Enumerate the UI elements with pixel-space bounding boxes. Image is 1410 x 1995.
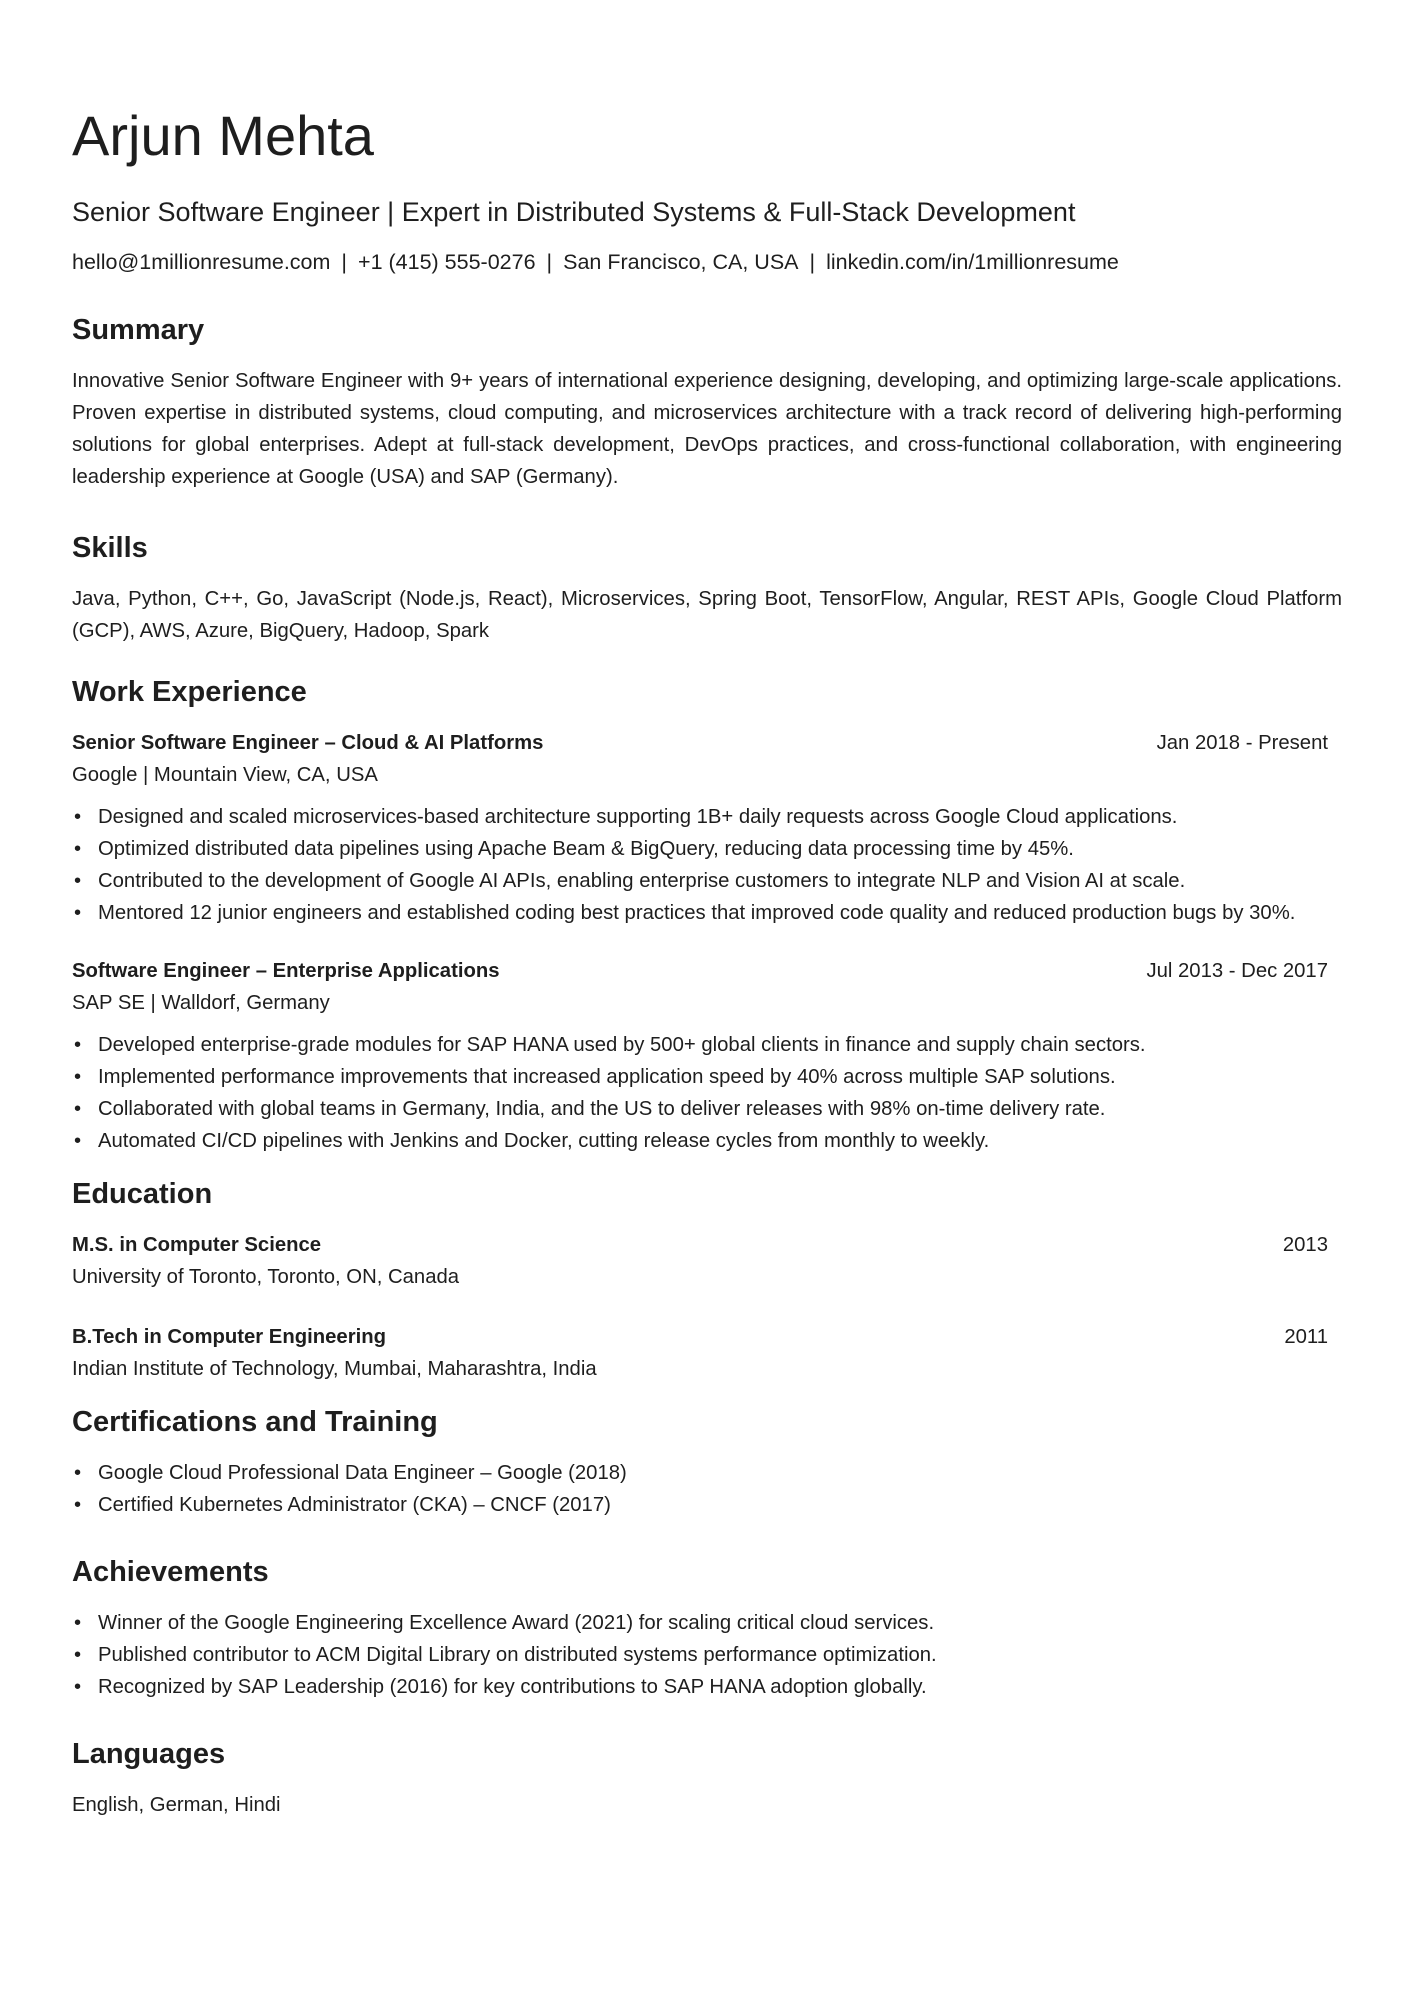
bullet-icon: •	[74, 838, 82, 861]
bullet-icon: •	[74, 1461, 82, 1484]
job-bullet-text: Contributed to the development of Google AI APIs, enabling enterprise customers to integrate NLP and Vision AI at scale.	[98, 870, 1186, 893]
certification-item	[72, 1489, 1342, 1521]
job-header	[72, 955, 1328, 987]
skills-section	[72, 532, 1342, 647]
job-title: Software Engineer – Enterprise Applications	[72, 960, 500, 983]
achievement-text: Recognized by SAP Leadership (2016) for key contributions to SAP HANA adoption globally.	[98, 1675, 927, 1698]
certification-list	[72, 1457, 1342, 1521]
job-company: SAP SE | Walldorf, Germany	[72, 992, 330, 1015]
degree-title: B.Tech in Computer Engineering	[72, 1326, 387, 1349]
job-title: Senior Software Engineer – Cloud & AI Platforms	[72, 732, 544, 755]
candidate-subtitle: Senior Software Engineer | Expert in Distributed Systems & Full-Stack Development	[72, 197, 1076, 227]
job-dates: Jul 2013 - Dec 2017	[1146, 960, 1328, 983]
job-entry	[72, 955, 1338, 1157]
job-bullet	[72, 1029, 1342, 1061]
bullet-icon: •	[74, 1066, 82, 1089]
job-bullet-text: Collaborated with global teams in Germany, India, and the US to deliver releases with 98% on-time delivery rate.	[98, 1098, 1106, 1121]
job-bullet	[72, 833, 1342, 865]
job-bullet-text: Automated CI/CD pipelines with Jenkins and Docker, cutting release cycles from monthly to weekly.	[98, 1130, 990, 1153]
school-name: Indian Institute of Technology, Mumbai, Maharashtra, India	[72, 1358, 597, 1381]
job-bullet-text: Optimized distributed data pipelines using Apache Beam & BigQuery, reducing data processing time by 45%.	[98, 838, 1074, 861]
job-bullet-text: Designed and scaled microservices-based architecture supporting 1B+ daily requests across Google Cloud applications.	[98, 806, 1178, 829]
contact-line	[72, 250, 1338, 276]
languages-section	[72, 1739, 1338, 1821]
certification-text: Certified Kubernetes Administrator (CKA) – CNCF (2017)	[98, 1493, 611, 1516]
achievement-list	[72, 1607, 1342, 1703]
job-dates: Jan 2018 - Present	[1156, 732, 1328, 755]
certifications-section	[72, 1407, 1338, 1521]
education-entry	[72, 1229, 1338, 1293]
contact-location: San Francisco, CA, USA	[563, 249, 799, 274]
contact-email[interactable]: hello@1millionresume.com	[72, 249, 331, 274]
section-heading-summary: Summary	[72, 314, 205, 347]
job-bullet-text: Mentored 12 junior engineers and established coding best practices that improved code quality and reduced production bugs by 30%.	[98, 902, 1296, 925]
job-bullet	[72, 897, 1342, 929]
bullet-icon: •	[74, 902, 82, 925]
summary-section	[72, 314, 1342, 493]
job-bullet	[72, 1125, 1342, 1157]
job-bullet-list	[72, 801, 1342, 929]
achievement-text: Winner of the Google Engineering Excellence Award (2021) for scaling critical cloud services.	[98, 1611, 935, 1634]
education-entry	[72, 1321, 1338, 1385]
candidate-name: Arjun Mehta	[72, 104, 374, 167]
section-heading-skills: Skills	[72, 532, 148, 565]
job-company: Google | Mountain View, CA, USA	[72, 764, 378, 787]
bullet-icon: •	[74, 1130, 82, 1153]
bullet-icon: •	[74, 806, 82, 829]
achievement-item	[72, 1639, 1342, 1671]
job-bullet-text: Developed enterprise-grade modules for SAP HANA used by 500+ global clients in finance and supply chain sectors.	[98, 1034, 1146, 1057]
section-heading-achievements: Achievements	[72, 1555, 269, 1588]
bullet-icon: •	[74, 1675, 82, 1698]
degree-title: M.S. in Computer Science	[72, 1234, 322, 1257]
summary-text: Innovative Senior Software Engineer with 9+ years of international experience designing, developing, and optimizing large-scale applications. Proven expertise in distributed systems, cloud computing, and microservices architecture with a track record of delivering high-performing solutions for global enterprises. Adept at full-stack development, DevOps practices, and cross-functional collaboration, with engineering leadership experience at Google (USA) and SAP (Germany).	[72, 370, 1342, 489]
job-bullet-text: Implemented performance improvements that increased application speed by 40% across multiple SAP solutions.	[98, 1066, 1116, 1089]
languages-text: English, German, Hindi	[72, 1793, 281, 1816]
education-section	[72, 1179, 1338, 1385]
bullet-icon: •	[74, 1034, 82, 1057]
contact-separator: |	[809, 249, 816, 274]
education-header	[72, 1229, 1328, 1261]
work-experience-section	[72, 677, 1338, 1157]
contact-linkedin[interactable]: linkedin.com/in/1millionresume	[826, 249, 1119, 274]
certification-item	[72, 1457, 1342, 1489]
contact-separator: |	[341, 249, 348, 274]
certification-text: Google Cloud Professional Data Engineer – Google (2018)	[98, 1461, 627, 1484]
bullet-icon: •	[74, 1611, 82, 1634]
section-heading-education: Education	[72, 1178, 213, 1211]
skills-text: Java, Python, C++, Go, JavaScript (Node.js, React), Microservices, Spring Boot, TensorFlow, Angular, REST APIs, Google Cloud Platform (GCP), AWS, Azure, BigQuery, Hadoop, Spark	[72, 588, 1342, 643]
section-heading-certifications: Certifications and Training	[72, 1406, 438, 1439]
achievement-text: Published contributor to ACM Digital Library on distributed systems performance optimization.	[98, 1643, 937, 1666]
graduation-year: 2013	[1282, 1234, 1328, 1257]
job-bullet-list	[72, 1029, 1342, 1157]
job-bullet	[72, 1093, 1342, 1125]
education-header	[72, 1321, 1328, 1353]
job-header	[72, 727, 1328, 759]
resume-header	[72, 104, 1338, 275]
graduation-year: 2011	[1284, 1326, 1328, 1349]
bullet-icon: •	[74, 1493, 82, 1516]
contact-phone[interactable]: +1 (415) 555-0276	[358, 249, 536, 274]
bullet-icon: •	[74, 870, 82, 893]
job-bullet	[72, 1061, 1342, 1093]
job-bullet	[72, 801, 1342, 833]
section-heading-languages: Languages	[72, 1737, 226, 1770]
achievement-item	[72, 1607, 1342, 1639]
bullet-icon: •	[74, 1098, 82, 1121]
job-bullet	[72, 865, 1342, 897]
achievements-section	[72, 1557, 1338, 1703]
contact-separator: |	[546, 249, 553, 274]
section-heading-work-experience: Work Experience	[72, 676, 307, 709]
school-name: University of Toronto, Toronto, ON, Canada	[72, 1266, 460, 1289]
achievement-item	[72, 1671, 1342, 1703]
job-entry	[72, 727, 1338, 929]
bullet-icon: •	[74, 1643, 82, 1666]
